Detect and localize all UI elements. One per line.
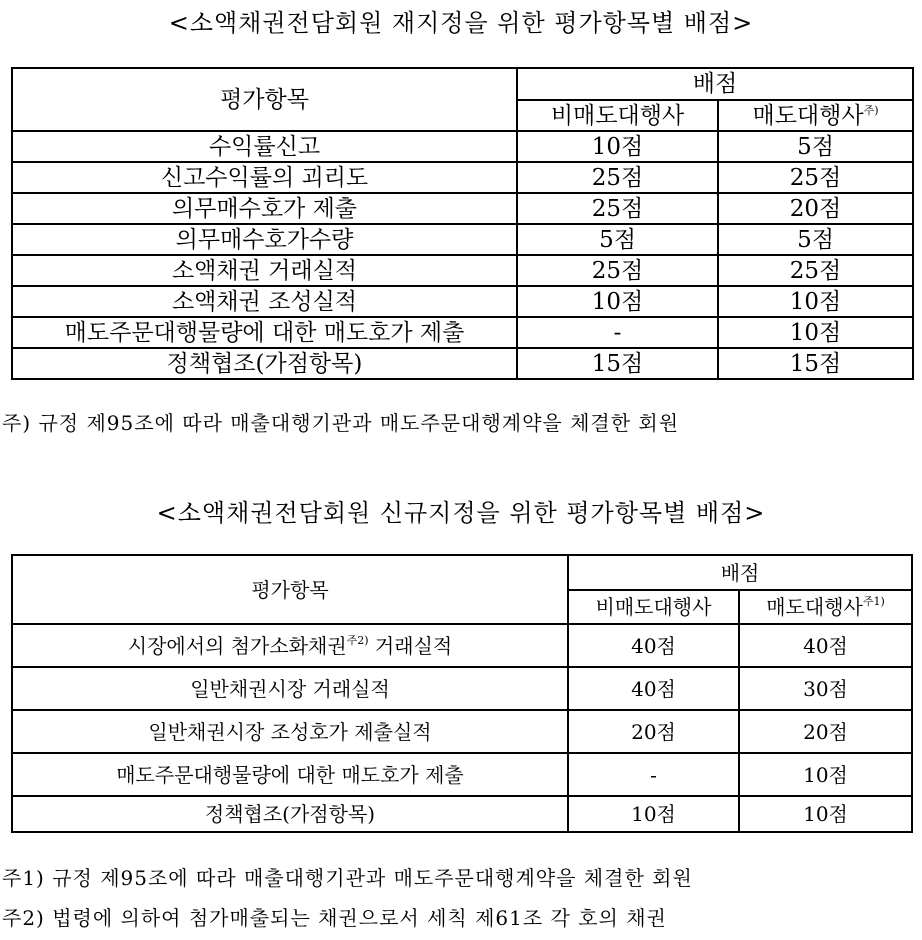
footnote-ref: 주) (863, 103, 879, 117)
header-item: 평가항목 (12, 555, 568, 624)
table-row: 수익률신고 10점 5점 (12, 131, 913, 162)
header-score-group: 배점 (517, 68, 913, 100)
header-sell: 매도대행사$^{주1)}$ (739, 590, 912, 624)
table-row: 의무매수호가 제출 25점 20점 (12, 193, 913, 224)
table-row: 소액채권 거래실적 25점 25점 (12, 255, 913, 286)
reappointment-score-table (11, 67, 914, 380)
footnote-ref: 주1) (862, 595, 885, 608)
table2-footnote-2: 주2) 법령에 의하여 첨가매출되는 채권으로서 세칙 제61조 각 호의 채권 (2, 906, 667, 930)
table-row: 소액채권 조성실적 10점 10점 (12, 286, 913, 317)
header-item: 평가항목 (12, 68, 517, 131)
table-row: 매도주문대행물량에 대한 매도호가 제출 - 10점 (12, 317, 913, 348)
table-row: 정책협조(가점항목) 10점 10점 (12, 796, 912, 832)
table1-footnote: 주) 규정 제95조에 따라 매출대행기관과 매도주문대행계약을 체결한 회원 (2, 411, 680, 435)
table1-title: <소액채권전담회원 재지정을 위한 평가항목별 배점> (168, 9, 754, 37)
table2-title: <소액채권전담회원 신규지정을 위한 평가항목별 배점> (156, 499, 766, 527)
header-non-sell: 비매도대행사 (568, 590, 739, 624)
header-non-sell: 비매도대행사 (517, 100, 718, 131)
footnote-ref: 주2) (346, 633, 369, 647)
table-row: 정책협조(가점항목) 15점 15점 (12, 348, 913, 379)
table2-footnote-1: 주1) 규정 제95조에 따라 매출대행기관과 매도주문대행계약을 체결한 회원 (2, 866, 693, 890)
table-row: 신고수익률의 괴리도 25점 25점 (12, 162, 913, 193)
table-row: 매도주문대행물량에 대한 매도호가 제출 - 10점 (12, 753, 912, 796)
new-appointment-score-table (11, 554, 913, 833)
table-row: 시장에서의 첨가소화채권$^{주2)}$ 거래실적 40점 40점 (12, 624, 912, 667)
header-sell: 매도대행사$^{주)}$ (718, 100, 913, 131)
table-row: 의무매수호가수량 5점 5점 (12, 224, 913, 255)
table-row: 일반채권시장 조성호가 제출실적 20점 20점 (12, 710, 912, 753)
table-header-row (12, 555, 912, 590)
table-row: 일반채권시장 거래실적 40점 30점 (12, 667, 912, 710)
table-header-row (12, 68, 913, 100)
header-score-group: 배점 (568, 555, 912, 590)
